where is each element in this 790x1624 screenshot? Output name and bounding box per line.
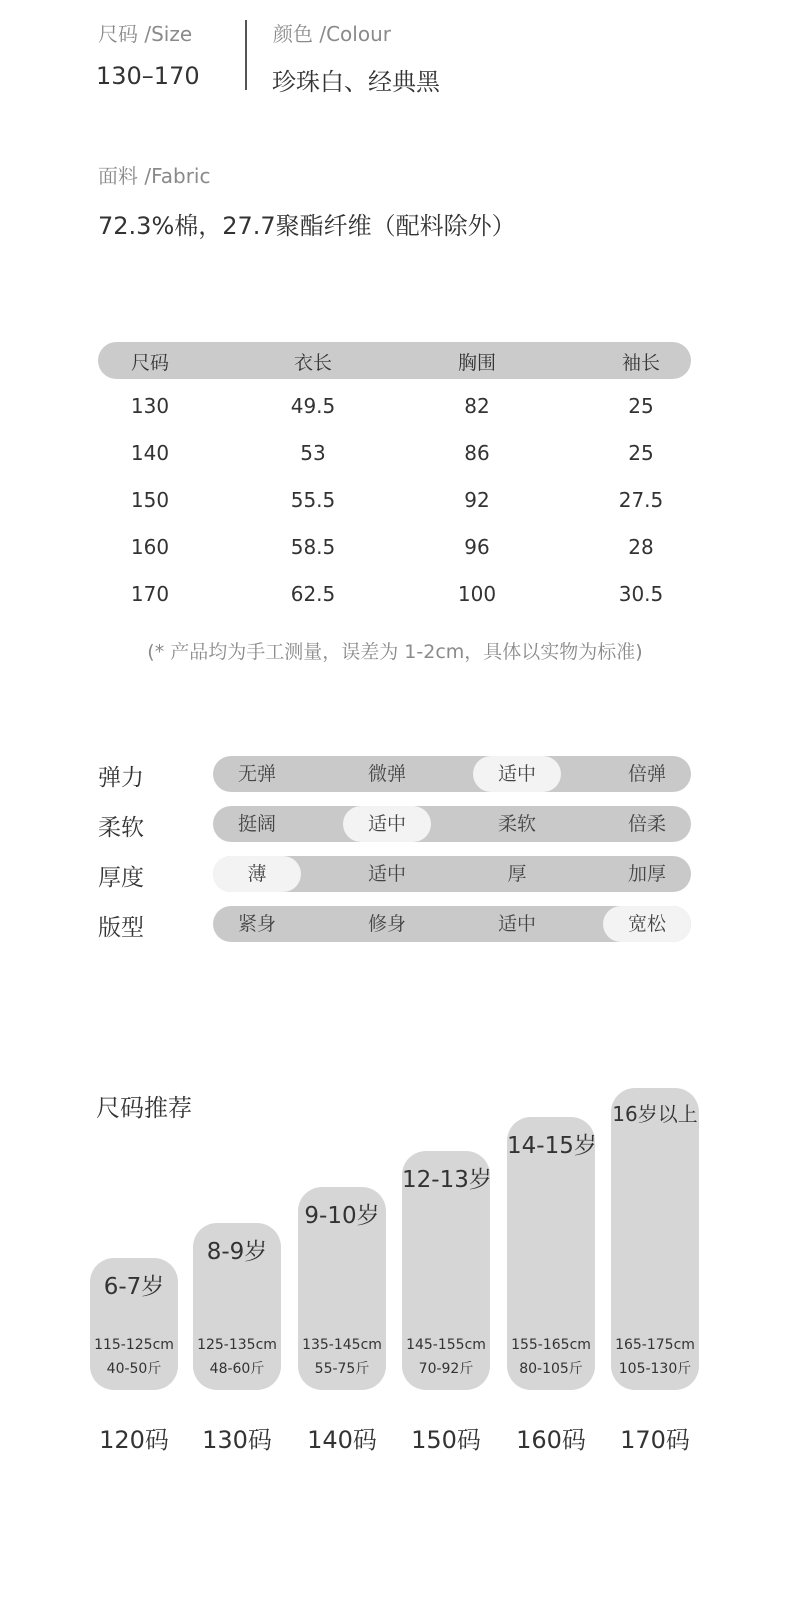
card-weight-range: 48-60斤 xyxy=(209,1361,265,1377)
recommendation-card xyxy=(90,1258,178,1390)
card-weight-range: 70-92斤 xyxy=(418,1361,474,1377)
table-cell-size: 150 xyxy=(130,488,170,512)
card-age: 8-9岁 xyxy=(206,1239,268,1265)
card-weight-range: 55-75斤 xyxy=(314,1361,370,1377)
table-cell-length: 58.5 xyxy=(290,535,336,559)
card-height-range: 115-125cm xyxy=(94,1337,174,1353)
table-header-size: 尺码 xyxy=(130,352,169,374)
card-height-range: 125-135cm xyxy=(197,1337,277,1353)
scale-option: 微弹 xyxy=(367,763,406,785)
card-height-range: 145-155cm xyxy=(406,1337,486,1353)
scale-option: 厚 xyxy=(507,863,527,885)
fabric-label: 面料 /Fabric xyxy=(98,164,211,188)
recommendation-title: 尺码推荐 xyxy=(96,1094,192,1122)
table-cell-chest: 82 xyxy=(464,394,490,418)
attr-label-softness: 柔软 xyxy=(98,815,144,841)
table-cell-sleeve: 27.5 xyxy=(618,488,664,512)
table-header-sleeve: 袖长 xyxy=(621,352,660,374)
table-cell-sleeve: 28 xyxy=(628,535,654,559)
scale-bar-softness xyxy=(213,806,691,842)
table-cell-chest: 92 xyxy=(464,488,490,512)
card-age: 9-10岁 xyxy=(304,1203,380,1229)
scale-option: 倍柔 xyxy=(627,813,666,835)
size-label: 尺码 /Size xyxy=(98,22,193,46)
colour-value: 珍珠白、经典黑 xyxy=(272,68,440,96)
table-cell-size: 170 xyxy=(130,582,170,606)
scale-option: 修身 xyxy=(367,913,406,935)
recommended-size-label: 170码 xyxy=(620,1426,690,1454)
recommended-size-label: 140码 xyxy=(307,1426,377,1454)
colour-label: 颜色 /Colour xyxy=(273,22,391,46)
table-cell-sleeve: 30.5 xyxy=(618,582,664,606)
recommendation-card xyxy=(611,1088,699,1390)
recommendation-card xyxy=(193,1223,281,1390)
scale-option: 适中 xyxy=(497,913,536,935)
scale-option: 柔软 xyxy=(497,813,536,835)
scale-option: 倍弹 xyxy=(627,763,666,785)
table-cell-size: 140 xyxy=(130,441,170,465)
recommendation-card xyxy=(507,1117,595,1390)
scale-option: 适中 xyxy=(367,863,406,885)
info-divider xyxy=(245,20,247,90)
table-cell-length: 62.5 xyxy=(290,582,336,606)
card-height-range: 155-165cm xyxy=(511,1337,591,1353)
table-cell-sleeve: 25 xyxy=(628,441,654,465)
table-cell-length: 49.5 xyxy=(290,394,336,418)
table-header-length: 衣长 xyxy=(293,352,332,374)
attr-label-fit: 版型 xyxy=(98,915,144,941)
fabric-value: 72.3%棉，27.7聚酯纤维（配料除外） xyxy=(98,212,516,240)
table-cell-length: 53 xyxy=(300,441,326,465)
card-age: 6-7岁 xyxy=(103,1274,165,1300)
scale-bar-fit xyxy=(213,906,691,942)
table-header-chest: 胸围 xyxy=(457,352,496,374)
size-value: 130–170 xyxy=(96,62,200,90)
scale-option-selected: 薄 xyxy=(213,856,301,892)
card-age: 14-15岁 xyxy=(507,1133,597,1159)
recommendation-card xyxy=(298,1187,386,1390)
attr-label-elasticity: 弹力 xyxy=(98,765,144,791)
card-weight-range: 80-105斤 xyxy=(519,1361,583,1377)
card-weight-range: 40-50斤 xyxy=(106,1361,162,1377)
attr-label-thickness: 厚度 xyxy=(98,865,144,891)
scale-option: 紧身 xyxy=(237,913,276,935)
table-cell-sleeve: 25 xyxy=(628,394,654,418)
recommendation-card xyxy=(402,1151,490,1390)
table-cell-size: 160 xyxy=(130,535,170,559)
recommended-size-label: 120码 xyxy=(99,1426,169,1454)
recommended-size-label: 150码 xyxy=(411,1426,481,1454)
card-height-range: 165-175cm xyxy=(615,1337,695,1353)
card-age: 12-13岁 xyxy=(402,1167,492,1193)
recommended-size-label: 160码 xyxy=(516,1426,586,1454)
scale-option: 无弹 xyxy=(237,763,276,785)
scale-bar-thickness xyxy=(213,856,691,892)
table-cell-chest: 86 xyxy=(464,441,490,465)
scale-option-selected: 适中 xyxy=(473,756,561,792)
table-cell-chest: 100 xyxy=(457,582,497,606)
measurement-note: (* 产品均为手工测量，误差为 1-2cm，具体以实物为标准) xyxy=(147,641,643,663)
table-cell-length: 55.5 xyxy=(290,488,336,512)
scale-bar-elasticity xyxy=(213,756,691,792)
card-weight-range: 105-130斤 xyxy=(618,1361,692,1377)
table-cell-size: 130 xyxy=(130,394,170,418)
scale-option: 挺阔 xyxy=(237,813,276,835)
scale-option-selected: 宽松 xyxy=(603,906,691,942)
scale-option: 加厚 xyxy=(627,863,666,885)
table-cell-chest: 96 xyxy=(464,535,490,559)
card-height-range: 135-145cm xyxy=(302,1337,382,1353)
recommended-size-label: 130码 xyxy=(202,1426,272,1454)
scale-option-selected: 适中 xyxy=(343,806,431,842)
card-age: 16岁以上 xyxy=(612,1102,698,1126)
